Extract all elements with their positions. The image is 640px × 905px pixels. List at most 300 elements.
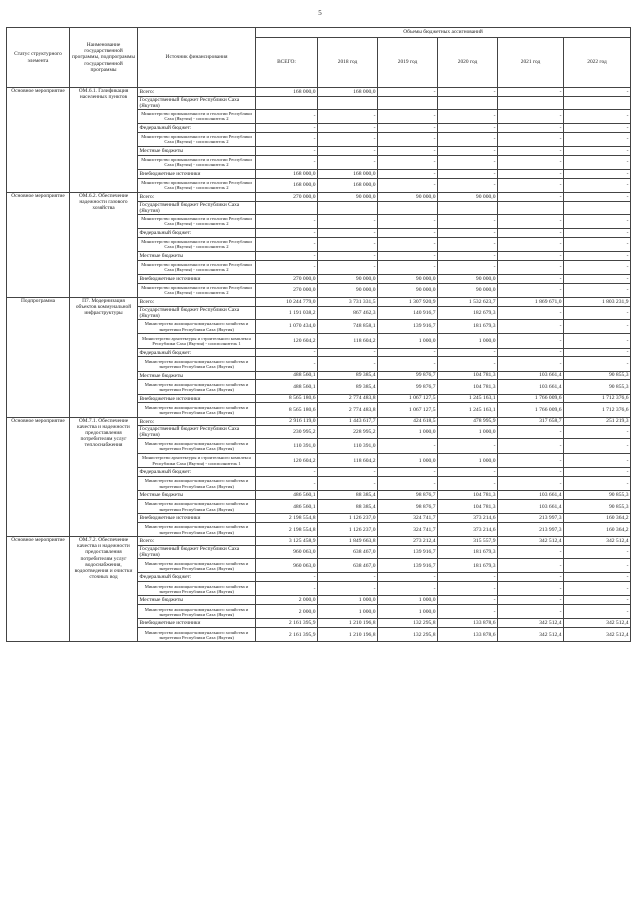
year-value-cell: 133 878,6 bbox=[438, 627, 498, 642]
year-value-cell: 132 295,8 bbox=[378, 619, 438, 628]
year-value-cell: - bbox=[498, 260, 564, 275]
funding-source-cell: Внебюджетные источники bbox=[138, 514, 256, 523]
year-value-cell: 1 443 617,7 bbox=[318, 417, 378, 426]
total-value-cell: 3 125 458,9 bbox=[256, 537, 318, 546]
year-value-cell: - bbox=[564, 214, 631, 229]
executor-cell: Министерство промышленности и геологии Республики Саха (Якутия) - соисполнитель 2 bbox=[138, 155, 256, 170]
funding-source-cell: Местные бюджеты bbox=[138, 147, 256, 156]
year-value-cell: 342 512,4 bbox=[498, 537, 564, 546]
header-year: 2020 год bbox=[438, 38, 498, 88]
year-value-cell: - bbox=[564, 147, 631, 156]
year-value-cell: - bbox=[564, 348, 631, 357]
year-value-cell: - bbox=[564, 453, 631, 468]
element-status: Основное мероприятие bbox=[7, 88, 70, 193]
year-value-cell: 373 214,6 bbox=[438, 522, 498, 537]
year-value-cell: 867 462,3 bbox=[318, 306, 378, 319]
year-value-cell: - bbox=[564, 476, 631, 491]
table-row bbox=[7, 298, 631, 307]
year-value-cell: - bbox=[564, 283, 631, 298]
year-value-cell: 90 000,0 bbox=[438, 193, 498, 202]
executor-cell: Министерство жилищно-коммунального хозяйства и энергетики Республики Саха (Якутия) bbox=[138, 319, 256, 334]
header-year: 2022 год bbox=[564, 38, 631, 88]
funding-source-cell: Всего: bbox=[138, 298, 256, 307]
year-value-cell: - bbox=[564, 439, 631, 454]
total-value-cell: - bbox=[256, 155, 318, 170]
year-value-cell: - bbox=[498, 88, 564, 97]
funding-source-cell: Федеральный бюджет: bbox=[138, 573, 256, 582]
total-value-cell: - bbox=[256, 147, 318, 156]
year-value-cell: - bbox=[378, 581, 438, 596]
year-value-cell: - bbox=[564, 178, 631, 193]
year-value-cell: 160 364,2 bbox=[564, 522, 631, 537]
year-value-cell: 1 000,0 bbox=[438, 426, 498, 439]
total-value-cell: 8 565 180,6 bbox=[256, 394, 318, 403]
total-value-cell bbox=[256, 96, 318, 109]
year-value-cell: - bbox=[378, 476, 438, 491]
year-value-cell: - bbox=[438, 147, 498, 156]
header-volumes: Объемы бюджетных ассигнований bbox=[256, 28, 631, 38]
year-value-cell: - bbox=[498, 334, 564, 349]
year-value-cell: 1 245 163,1 bbox=[438, 403, 498, 418]
year-value-cell: - bbox=[318, 252, 378, 261]
year-value-cell: 251 219,3 bbox=[564, 417, 631, 426]
total-value-cell: 110 391,0 bbox=[256, 439, 318, 454]
year-value-cell: - bbox=[378, 439, 438, 454]
element-name: ОМ.7.1. Обеспечение качества и надежности предоставления потребителям услуг теплоснабжения bbox=[70, 417, 138, 537]
year-value-cell: 90 855,3 bbox=[564, 499, 631, 514]
year-value-cell: 90 000,0 bbox=[438, 283, 498, 298]
year-value-cell: - bbox=[498, 306, 564, 319]
executor-cell: Министерство промышленности и геологии Республики Саха (Якутия) - соисполнитель 2 bbox=[138, 178, 256, 193]
year-value-cell bbox=[318, 201, 378, 214]
executor-cell: Министерство жилищно-коммунального хозяйства и энергетики Республики Саха (Якутия) bbox=[138, 522, 256, 537]
funding-source-cell: Федеральный бюджет: bbox=[138, 348, 256, 357]
year-value-cell: - bbox=[378, 155, 438, 170]
year-value-cell: - bbox=[378, 468, 438, 477]
year-value-cell: 342 512,4 bbox=[498, 627, 564, 642]
year-value-cell: - bbox=[498, 439, 564, 454]
header-year: 2018 год bbox=[318, 38, 378, 88]
year-value-cell: - bbox=[318, 348, 378, 357]
year-value-cell bbox=[438, 96, 498, 109]
table-body bbox=[7, 88, 631, 642]
funding-source-cell: Внебюджетные источники bbox=[138, 170, 256, 179]
year-value-cell: - bbox=[498, 319, 564, 334]
year-value-cell: - bbox=[378, 237, 438, 252]
year-value-cell: 88 385,4 bbox=[318, 491, 378, 500]
total-value-cell bbox=[256, 201, 318, 214]
year-value-cell: - bbox=[498, 558, 564, 573]
executor-cell: Министерство жилищно-коммунального хозяйства и энергетики Республики Саха (Якутия) bbox=[138, 581, 256, 596]
funding-source-cell: Всего: bbox=[138, 88, 256, 97]
funding-source-cell: Местные бюджеты bbox=[138, 596, 256, 605]
year-value-cell bbox=[318, 96, 378, 109]
year-value-cell: 90 855,3 bbox=[564, 380, 631, 395]
year-value-cell: - bbox=[564, 545, 631, 558]
year-value-cell: - bbox=[564, 357, 631, 372]
year-value-cell: 342 512,4 bbox=[564, 619, 631, 628]
total-value-cell: 120 604,2 bbox=[256, 334, 318, 349]
year-value-cell: 1 000,0 bbox=[318, 596, 378, 605]
year-value-cell bbox=[378, 201, 438, 214]
table-row bbox=[7, 537, 631, 546]
year-value-cell: 181 679,3 bbox=[438, 558, 498, 573]
total-value-cell: 270 000,0 bbox=[256, 193, 318, 202]
year-value-cell: 1 067 127,5 bbox=[378, 403, 438, 418]
budget-table bbox=[6, 27, 631, 642]
total-value-cell: 168 000,0 bbox=[256, 88, 318, 97]
total-value-cell: - bbox=[256, 214, 318, 229]
year-value-cell: 478 995,9 bbox=[438, 417, 498, 426]
year-value-cell: 1 803 231,9 bbox=[564, 298, 631, 307]
year-value-cell: - bbox=[438, 252, 498, 261]
year-value-cell: - bbox=[438, 237, 498, 252]
executor-cell: Министерство жилищно-коммунального хозяйства и энергетики Республики Саха (Якутия) bbox=[138, 627, 256, 642]
year-value-cell: 1 712 376,6 bbox=[564, 394, 631, 403]
year-value-cell: - bbox=[498, 178, 564, 193]
year-value-cell: - bbox=[498, 237, 564, 252]
year-value-cell: - bbox=[498, 596, 564, 605]
year-value-cell: - bbox=[564, 468, 631, 477]
total-value-cell: 960 063,0 bbox=[256, 558, 318, 573]
funding-source-cell: Государственный бюджет Республики Саха (Якутия) bbox=[138, 201, 256, 214]
year-value-cell: - bbox=[498, 109, 564, 124]
funding-source-cell: Внебюджетные источники bbox=[138, 275, 256, 284]
year-value-cell: - bbox=[378, 132, 438, 147]
total-value-cell: - bbox=[256, 357, 318, 372]
element-name: ОМ.6.2. Обеспечение надежности газового хозяйства bbox=[70, 193, 138, 298]
year-value-cell bbox=[564, 201, 631, 214]
year-value-cell: 139 916,7 bbox=[378, 558, 438, 573]
year-value-cell: 90 000,0 bbox=[318, 283, 378, 298]
funding-source-cell: Всего: bbox=[138, 417, 256, 426]
year-value-cell: 213 997,3 bbox=[498, 522, 564, 537]
year-value-cell: - bbox=[564, 155, 631, 170]
year-value-cell: 88 385,4 bbox=[318, 499, 378, 514]
year-value-cell: 118 604,2 bbox=[318, 453, 378, 468]
year-value-cell: 90 855,3 bbox=[564, 491, 631, 500]
funding-source-cell: Государственный бюджет Республики Саха (Якутия) bbox=[138, 96, 256, 109]
year-value-cell: - bbox=[564, 596, 631, 605]
year-value-cell: - bbox=[498, 214, 564, 229]
funding-source-cell: Внебюджетные источники bbox=[138, 394, 256, 403]
year-value-cell: - bbox=[564, 237, 631, 252]
year-value-cell bbox=[438, 201, 498, 214]
year-value-cell: - bbox=[378, 124, 438, 133]
year-value-cell: - bbox=[498, 357, 564, 372]
executor-cell: Министерство промышленности и геологии Республики Саха (Якутия) - соисполнитель 2 bbox=[138, 214, 256, 229]
year-value-cell: 103 661,4 bbox=[498, 380, 564, 395]
total-value-cell: 2 198 554,8 bbox=[256, 514, 318, 523]
year-value-cell: - bbox=[318, 214, 378, 229]
year-value-cell: 103 661,4 bbox=[498, 491, 564, 500]
year-value-cell: - bbox=[498, 348, 564, 357]
year-value-cell: 99 876,7 bbox=[378, 371, 438, 380]
year-value-cell: 1 000,0 bbox=[378, 596, 438, 605]
total-value-cell: - bbox=[256, 581, 318, 596]
header-year: 2019 год bbox=[378, 38, 438, 88]
executor-cell: Министерство промышленности и геологии Республики Саха (Якутия) - соисполнитель 2 bbox=[138, 260, 256, 275]
year-value-cell: 1 000,0 bbox=[438, 334, 498, 349]
year-value-cell: 228 995,2 bbox=[318, 426, 378, 439]
year-value-cell: 118 604,2 bbox=[318, 334, 378, 349]
year-value-cell: - bbox=[564, 252, 631, 261]
total-value-cell: 8 565 180,6 bbox=[256, 403, 318, 418]
year-value-cell: - bbox=[318, 237, 378, 252]
year-value-cell: - bbox=[318, 124, 378, 133]
element-status: Подпрограмма bbox=[7, 298, 70, 418]
table-header bbox=[7, 28, 631, 88]
year-value-cell: 139 916,7 bbox=[378, 319, 438, 334]
total-value-cell: - bbox=[256, 260, 318, 275]
year-value-cell: - bbox=[318, 229, 378, 238]
total-value-cell: 2 161 395,9 bbox=[256, 619, 318, 628]
year-value-cell: - bbox=[498, 581, 564, 596]
year-value-cell: - bbox=[438, 468, 498, 477]
element-name: ОМ.7.2. Обеспечение качества и надежности предоставления потребителям услуг водоснабжения, водоотведения и очистки сточных вод bbox=[70, 537, 138, 642]
year-value-cell: 99 876,7 bbox=[378, 380, 438, 395]
total-value-cell: - bbox=[256, 573, 318, 582]
funding-source-cell: Федеральный бюджет: bbox=[138, 124, 256, 133]
year-value-cell: - bbox=[318, 357, 378, 372]
year-value-cell: 342 512,4 bbox=[564, 627, 631, 642]
executor-cell: Министерство жилищно-коммунального хозяйства и энергетики Республики Саха (Якутия) bbox=[138, 476, 256, 491]
year-value-cell: 168 000,0 bbox=[318, 170, 378, 179]
year-value-cell: 103 661,4 bbox=[498, 371, 564, 380]
funding-source-cell: Всего: bbox=[138, 537, 256, 546]
year-value-cell: - bbox=[564, 581, 631, 596]
year-value-cell: 1 210 196,8 bbox=[318, 627, 378, 642]
year-value-cell: 104 781,3 bbox=[438, 380, 498, 395]
total-value-cell: 2 916 119,0 bbox=[256, 417, 318, 426]
element-status: Основное мероприятие bbox=[7, 537, 70, 642]
year-value-cell: - bbox=[498, 170, 564, 179]
year-value-cell: 181 679,3 bbox=[438, 319, 498, 334]
total-value-cell: 488 560,1 bbox=[256, 380, 318, 395]
year-value-cell: 1 000,0 bbox=[318, 604, 378, 619]
year-value-cell: - bbox=[438, 476, 498, 491]
total-value-cell: 486 560,1 bbox=[256, 491, 318, 500]
year-value-cell: 133 878,6 bbox=[438, 619, 498, 628]
header-source: Источник финансирования bbox=[138, 28, 256, 88]
element-status: Основное мероприятие bbox=[7, 417, 70, 537]
year-value-cell: - bbox=[564, 88, 631, 97]
year-value-cell: - bbox=[378, 178, 438, 193]
year-value-cell: - bbox=[318, 132, 378, 147]
year-value-cell: - bbox=[498, 426, 564, 439]
year-value-cell: - bbox=[498, 193, 564, 202]
year-value-cell: - bbox=[438, 348, 498, 357]
year-value-cell: - bbox=[378, 170, 438, 179]
year-value-cell: - bbox=[318, 581, 378, 596]
year-value-cell: - bbox=[318, 155, 378, 170]
year-value-cell: 1 849 663,8 bbox=[318, 537, 378, 546]
year-value-cell: 90 000,0 bbox=[318, 193, 378, 202]
year-value-cell: 168 000,0 bbox=[318, 88, 378, 97]
year-value-cell: 317 658,7 bbox=[498, 417, 564, 426]
year-value-cell: 1 307 920,9 bbox=[378, 298, 438, 307]
year-value-cell: - bbox=[438, 596, 498, 605]
executor-cell: Министерство жилищно-коммунального хозяйства и энергетики Республики Саха (Якутия) bbox=[138, 499, 256, 514]
year-value-cell: 315 557,9 bbox=[438, 537, 498, 546]
year-value-cell: 90 000,0 bbox=[438, 275, 498, 284]
funding-source-cell: Федеральный бюджет: bbox=[138, 229, 256, 238]
year-value-cell: 98 876,7 bbox=[378, 499, 438, 514]
element-name: П7. Модернизация объектов коммунальной инфраструктуры bbox=[70, 298, 138, 418]
year-value-cell: 1 712 376,6 bbox=[564, 403, 631, 418]
year-value-cell: - bbox=[564, 170, 631, 179]
element-status: Основное мероприятие bbox=[7, 193, 70, 298]
executor-cell: Министерство промышленности и геологии Республики Саха (Якутия) - соисполнитель 2 bbox=[138, 132, 256, 147]
year-value-cell: 1 869 671,0 bbox=[498, 298, 564, 307]
year-value-cell: - bbox=[498, 124, 564, 133]
funding-source-cell: Местные бюджеты bbox=[138, 491, 256, 500]
year-value-cell: 1 126 237,0 bbox=[318, 514, 378, 523]
year-value-cell: - bbox=[498, 147, 564, 156]
year-value-cell: - bbox=[438, 88, 498, 97]
total-value-cell: 486 560,1 bbox=[256, 499, 318, 514]
year-value-cell: - bbox=[564, 558, 631, 573]
funding-source-cell: Всего: bbox=[138, 193, 256, 202]
year-value-cell: 2 774 483,8 bbox=[318, 403, 378, 418]
year-value-cell: 638 467,0 bbox=[318, 558, 378, 573]
header-name: Наименование государственной программы, подпрограммы государственной программы bbox=[70, 28, 138, 88]
year-value-cell: 182 679,3 bbox=[438, 306, 498, 319]
year-value-cell: 90 000,0 bbox=[378, 193, 438, 202]
year-value-cell: 1 000,0 bbox=[378, 426, 438, 439]
year-value-cell: - bbox=[498, 229, 564, 238]
total-value-cell: 488 560,1 bbox=[256, 371, 318, 380]
year-value-cell: 132 295,8 bbox=[378, 627, 438, 642]
executor-cell: Министерство промышленности и геологии Республики Саха (Якутия) - соисполнитель 2 bbox=[138, 109, 256, 124]
year-value-cell: - bbox=[498, 476, 564, 491]
year-value-cell: 1 245 163,1 bbox=[438, 394, 498, 403]
total-value-cell: 120 604,2 bbox=[256, 453, 318, 468]
year-value-cell: - bbox=[438, 604, 498, 619]
year-value-cell: - bbox=[498, 155, 564, 170]
funding-source-cell: Местные бюджеты bbox=[138, 252, 256, 261]
header-year: 2021 год bbox=[498, 38, 564, 88]
year-value-cell: 110 391,0 bbox=[318, 439, 378, 454]
year-value-cell: - bbox=[498, 252, 564, 261]
year-value-cell: - bbox=[378, 88, 438, 97]
year-value-cell: 98 876,7 bbox=[378, 491, 438, 500]
year-value-cell: - bbox=[438, 229, 498, 238]
total-value-cell: - bbox=[256, 476, 318, 491]
year-value-cell: - bbox=[498, 545, 564, 558]
total-value-cell: - bbox=[256, 229, 318, 238]
year-value-cell: - bbox=[564, 319, 631, 334]
executor-cell: Министерство жилищно-коммунального хозяйства и энергетики Республики Саха (Якутия) bbox=[138, 439, 256, 454]
total-value-cell: 2 000,0 bbox=[256, 604, 318, 619]
year-value-cell: 168 000,0 bbox=[318, 178, 378, 193]
year-value-cell: - bbox=[438, 132, 498, 147]
year-value-cell: - bbox=[564, 124, 631, 133]
total-value-cell: - bbox=[256, 237, 318, 252]
year-value-cell: - bbox=[564, 334, 631, 349]
year-value-cell: - bbox=[378, 260, 438, 275]
funding-source-cell: Государственный бюджет Республики Саха (Якутия) bbox=[138, 426, 256, 439]
year-value-cell: - bbox=[438, 439, 498, 454]
year-value-cell: - bbox=[378, 229, 438, 238]
year-value-cell: - bbox=[378, 357, 438, 372]
year-value-cell: 3 731 331,5 bbox=[318, 298, 378, 307]
year-value-cell: - bbox=[438, 357, 498, 372]
year-value-cell: 160 364,2 bbox=[564, 514, 631, 523]
table-row bbox=[7, 193, 631, 202]
total-value-cell: 168 000,0 bbox=[256, 178, 318, 193]
year-value-cell: 139 916,7 bbox=[378, 545, 438, 558]
year-value-cell: 104 781,3 bbox=[438, 371, 498, 380]
year-value-cell: 89 385,4 bbox=[318, 371, 378, 380]
year-value-cell: 104 781,3 bbox=[438, 499, 498, 514]
year-value-cell: - bbox=[564, 193, 631, 202]
year-value-cell: - bbox=[564, 604, 631, 619]
year-value-cell: - bbox=[318, 468, 378, 477]
year-value-cell: 324 741,7 bbox=[378, 522, 438, 537]
total-value-cell: - bbox=[256, 109, 318, 124]
total-value-cell: 10 244 779,0 bbox=[256, 298, 318, 307]
year-value-cell: - bbox=[318, 260, 378, 275]
year-value-cell: 424 618,5 bbox=[378, 417, 438, 426]
executor-cell: Министерство жилищно-коммунального хозяйства и энергетики Республики Саха (Якутия) bbox=[138, 403, 256, 418]
year-value-cell: - bbox=[378, 214, 438, 229]
total-value-cell: 168 000,0 bbox=[256, 170, 318, 179]
year-value-cell bbox=[498, 201, 564, 214]
year-value-cell: - bbox=[564, 306, 631, 319]
year-value-cell: 638 467,0 bbox=[318, 545, 378, 558]
year-value-cell: 90 855,3 bbox=[564, 371, 631, 380]
total-value-cell: 230 995,2 bbox=[256, 426, 318, 439]
year-value-cell: - bbox=[318, 147, 378, 156]
year-value-cell: 90 000,0 bbox=[318, 275, 378, 284]
year-value-cell: - bbox=[378, 147, 438, 156]
year-value-cell: 748 858,1 bbox=[318, 319, 378, 334]
year-value-cell: - bbox=[498, 604, 564, 619]
total-value-cell: 1 070 434,0 bbox=[256, 319, 318, 334]
year-value-cell: 1 766 009,6 bbox=[498, 403, 564, 418]
year-value-cell: - bbox=[438, 214, 498, 229]
funding-source-cell: Внебюджетные источники bbox=[138, 619, 256, 628]
header-total: ВСЕГО: bbox=[256, 38, 318, 88]
year-value-cell: 1 000,0 bbox=[378, 334, 438, 349]
page-number: 5 bbox=[318, 9, 322, 17]
year-value-cell: - bbox=[564, 109, 631, 124]
year-value-cell: - bbox=[378, 252, 438, 261]
total-value-cell: 270 000,0 bbox=[256, 275, 318, 284]
year-value-cell bbox=[378, 96, 438, 109]
year-value-cell: - bbox=[438, 573, 498, 582]
year-value-cell: - bbox=[438, 581, 498, 596]
year-value-cell bbox=[498, 96, 564, 109]
year-value-cell: - bbox=[564, 573, 631, 582]
year-value-cell: 181 679,3 bbox=[438, 545, 498, 558]
total-value-cell: - bbox=[256, 348, 318, 357]
year-value-cell: - bbox=[498, 283, 564, 298]
total-value-cell: - bbox=[256, 132, 318, 147]
executor-cell: Министерство жилищно-коммунального хозяйства и энергетики Республики Саха (Якутия) bbox=[138, 380, 256, 395]
year-value-cell: 342 512,4 bbox=[564, 537, 631, 546]
year-value-cell: 90 000,0 bbox=[378, 283, 438, 298]
total-value-cell: 270 000,0 bbox=[256, 283, 318, 298]
year-value-cell: 1 000,0 bbox=[378, 453, 438, 468]
year-value-cell: - bbox=[498, 275, 564, 284]
year-value-cell: - bbox=[318, 476, 378, 491]
year-value-cell: - bbox=[498, 132, 564, 147]
year-value-cell: 1 000,0 bbox=[378, 604, 438, 619]
executor-cell: Министерство промышленности и геологии Республики Саха (Якутия) - соисполнитель 2 bbox=[138, 283, 256, 298]
year-value-cell: 89 385,4 bbox=[318, 380, 378, 395]
